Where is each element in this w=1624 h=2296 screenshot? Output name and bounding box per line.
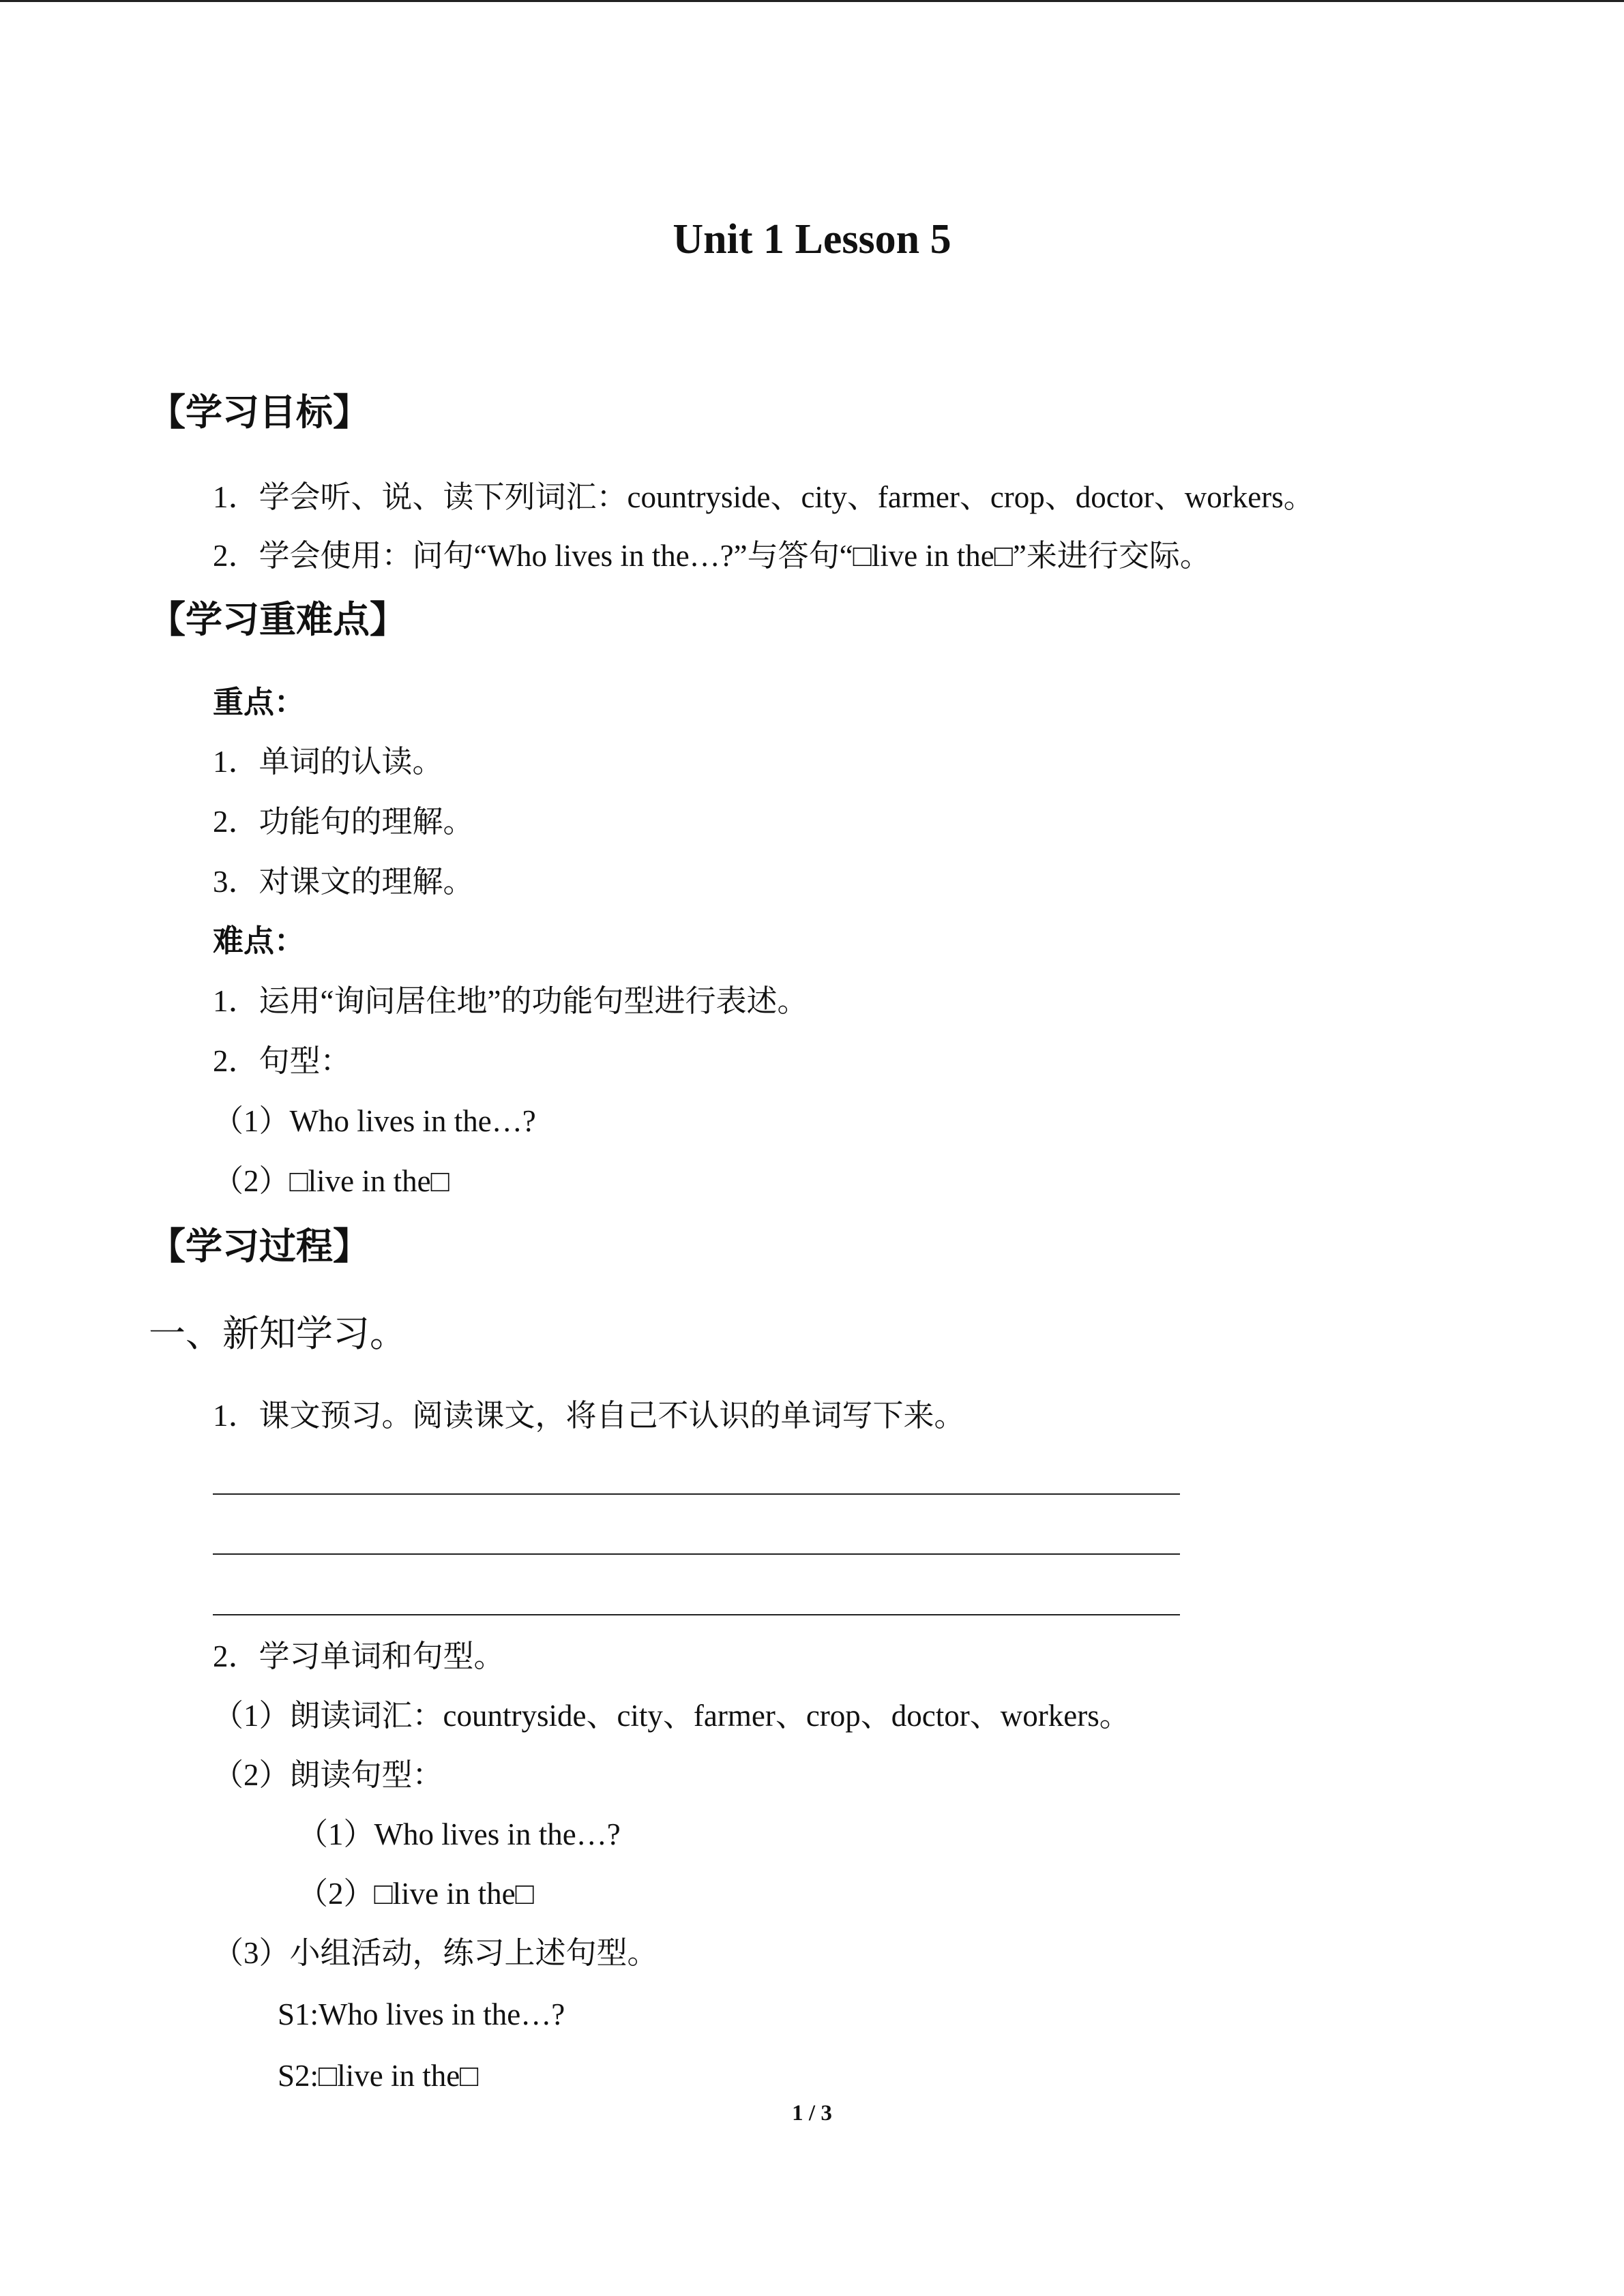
step-two-item: （2）朗读句型： [213, 1758, 443, 1792]
dialogue-line: S2:□live in the□ [278, 2059, 479, 2093]
step-two-item: （1）朗读词汇：countryside、city、farmer、crop、doctor、workers。 [213, 1699, 1130, 1733]
page-top-border [0, 0, 1624, 2]
answer-line [213, 1614, 1180, 1615]
difficult-item: 1．运用“询问居住地”的功能句型进行表述。 [213, 984, 808, 1018]
process-heading: 【学习过程】 [149, 1226, 370, 1267]
difficult-label: 难点： [213, 924, 306, 958]
objectives-heading: 【学习目标】 [149, 392, 370, 433]
difficult-item: （1）Who lives in the…? [213, 1104, 536, 1138]
page-number: 1 / 3 [792, 2101, 832, 2126]
sentence-pattern: （1）Who lives in the…? [297, 1817, 621, 1851]
key-item: 1．单词的认读。 [213, 745, 443, 779]
section-one-heading: 一、新知学习。 [149, 1313, 407, 1354]
objective-item: 1．学会听、说、读下列词汇：countryside、city、farmer、crop、doctor、workers。 [213, 480, 1314, 514]
objective-item: 2．学会使用：问句“Who lives in the…?”与答句“□live in the□”来进行交际。 [213, 539, 1211, 573]
answer-line [213, 1493, 1180, 1495]
difficult-item: （2）□live in the□ [213, 1164, 449, 1198]
keypoints-heading: 【学习重难点】 [149, 599, 407, 640]
key-item: 3．对课文的理解。 [213, 865, 474, 899]
key-item: 2．功能句的理解。 [213, 805, 474, 839]
page-title: Unit 1 Lesson 5 [673, 216, 951, 263]
sentence-pattern: （2）□live in the□ [297, 1877, 534, 1911]
key-label: 重点： [213, 685, 306, 719]
step-one: 1．课文预习。阅读课文，将自己不认识的单词写下来。 [213, 1399, 965, 1433]
answer-line [213, 1553, 1180, 1555]
step-two: 2．学习单词和句型。 [213, 1639, 505, 1673]
difficult-item: 2．句型： [213, 1044, 351, 1078]
step-two-item: （3）小组活动，练习上述句型。 [213, 1936, 658, 1970]
dialogue-line: S1:Who lives in the…? [278, 1997, 565, 2031]
